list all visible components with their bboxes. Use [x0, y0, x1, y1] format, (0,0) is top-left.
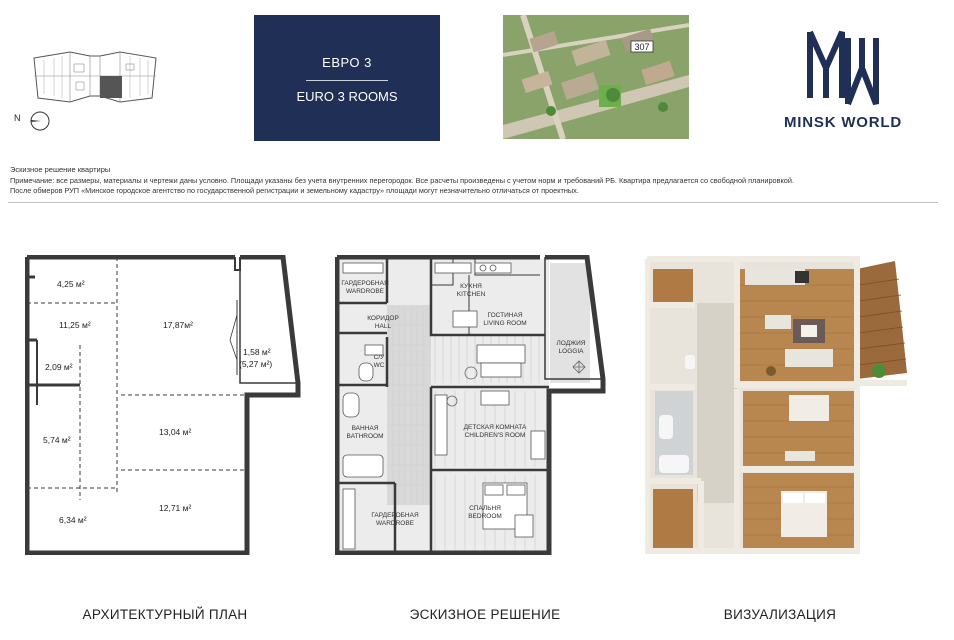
area-label-2: 11,25 м²	[59, 320, 91, 330]
compass-north-label: N	[14, 113, 21, 123]
building-floor-minimap	[30, 50, 160, 106]
room-hall-en: HALL	[374, 323, 392, 330]
caption-sketch-plan: ЭСКИЗНОЕ РЕШЕНИЕ	[409, 607, 561, 622]
room-living-en: LIVING ROOM	[483, 320, 527, 327]
aerial-building-badge: 307	[634, 42, 650, 52]
apartment-type-ru: ЕВРО 3	[322, 55, 372, 70]
room-children-en: CHILDREN'S ROOM	[464, 432, 526, 439]
apartment-type-en: EURO 3 ROOMS	[296, 89, 398, 104]
room-wc-ru: С/У	[373, 354, 385, 361]
caption-architectural-plan: АРХИТЕКТУРНЫЙ ПЛАН	[82, 607, 248, 622]
aerial-site-render	[503, 15, 689, 139]
architectural-plan	[25, 255, 305, 555]
area-label-9: 12,71 м²	[159, 503, 192, 513]
room-bedroom-en: BEDROOM	[468, 513, 502, 520]
minsk-world-logo	[768, 28, 918, 136]
notes-title: Эскизное решение квартиры	[10, 165, 111, 174]
area-label-7: 13,04 м²	[159, 427, 192, 437]
area-label-8: 6,34 м²	[59, 515, 87, 525]
area-label-5: 2,09 м²	[45, 362, 73, 372]
area-label-3: 17,87м²	[163, 320, 193, 330]
sketch-plan	[335, 255, 610, 555]
room-wardrobe2-en: WARDROBE	[375, 520, 415, 527]
room-wardrobe1-en: WARDROBE	[345, 288, 385, 295]
room-kitchen-en: KITCHEN	[456, 291, 486, 298]
notes-line-2: После обмеров РУП «Минское городское агентство по государственной регистрации и земельному кадастру» площади могут незначительно отличаться от проектных.	[10, 186, 579, 195]
logo-wordmark: MINSK WORLD	[784, 114, 902, 131]
area-label-4b: (5,27 м²)	[239, 359, 273, 369]
caption-visualization: ВИЗУАЛИЗАЦИЯ	[723, 607, 837, 622]
notes-block	[10, 165, 940, 197]
room-wc-en: WC	[373, 362, 385, 369]
room-wardrobe2-ru: ГАРДЕРОБНАЯ	[371, 512, 419, 519]
room-bathroom-ru: ВАННАЯ	[351, 425, 379, 432]
room-loggia-en: LOGGIA	[558, 348, 584, 355]
visualization-plan	[645, 255, 910, 555]
lamp-icon	[766, 366, 776, 376]
notes-line-1: Примечание: все размеры, материалы и чертежи даны условно. Площади указаны без учета внутренних перегородок. Все расчеты произведены с учетом норм и требований РБ. Квартира предлагается со свободной планировкой.	[10, 175, 794, 185]
room-living-ru: ГОСТИНАЯ	[487, 312, 523, 319]
room-kitchen-ru: КУХНЯ	[460, 283, 482, 290]
plant-icon	[872, 364, 886, 378]
room-wardrobe1-ru: ГАРДЕРОБНАЯ	[341, 280, 389, 287]
type-card-divider	[306, 80, 388, 81]
header-divider	[8, 202, 938, 203]
area-label-4: 1,58 м²	[243, 347, 271, 357]
room-bedroom-ru: СПАЛЬНЯ	[469, 505, 501, 512]
room-children-ru: ДЕТСКАЯ КОМНАТА	[463, 424, 527, 431]
minsk-world-monogram-icon	[768, 28, 918, 108]
room-hall-ru: КОРИДОР	[367, 315, 399, 322]
area-label-6: 5,74 м²	[43, 435, 71, 445]
room-loggia-ru: ЛОДЖИЯ	[556, 340, 586, 347]
room-bathroom-en: BATHROOM	[346, 433, 384, 440]
area-label-1: 4,25 м²	[57, 279, 85, 289]
apartment-type-card	[254, 15, 440, 141]
